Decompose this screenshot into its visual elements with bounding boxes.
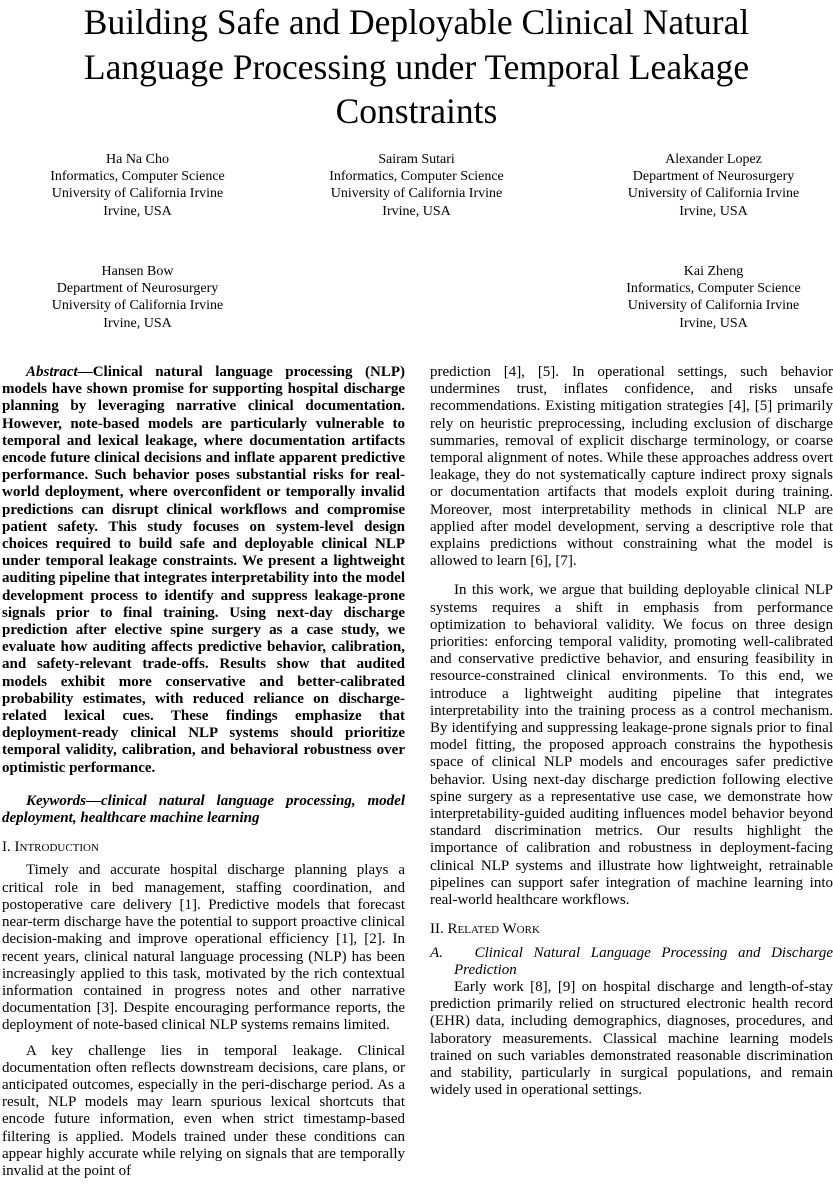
title-line: Constraints <box>335 91 498 131</box>
author-name: Hansen Bow <box>101 264 174 279</box>
author-block <box>581 263 833 332</box>
author-dept: Department of Neurosurgery <box>632 169 795 185</box>
abstract-text: Clinical natural language processing (NLP) models have shown promise for supporting hospital discharge planning by leveraging narrative clinical documentation. However, note-based models are particularly vulnerable to temporal and lexical leakage, where documentation artifacts encode future clinical decisions and inflate apparent predictive performance. Such behavior poses substantial risks for real-world deployment, where overconfident or temporally invalid predictions can disrupt clinical workflows and compromise patient safety. This study focuses on system-level design choices required to build safe and deployable clinical NLP under temporal leakage constraints. We present a lightweight auditing pipeline that integrates interpretability into the model development process to identify and suppress leakage-prone signals prior to final training. Using next-day discharge prediction after elective spine surgery as a case study, we evaluate how auditing affects predictive behavior, calibration, and safety-relevant trade-offs. Results show that audited models exhibit more conservative and better-calibrated probability estimates, with reduced reliance on discharge-related lexical cues. These findings emphasize that deployment-ready clinical NLP systems should prioritize temporal validity, calibration, and behavioral robustness over optimistic performance. <box>2 364 405 776</box>
author-name: Ha Na Cho <box>106 152 169 167</box>
related-paragraph-1: Early work [8], [9] on hospital discharge and length-of-stay prediction primarily relied on structured electronic health record (EHR) data, including demographics, diagnoses, procedures, and laboratory measurements. Classical machine learning models trained on such variables demonstrated reasonable discrimination and stability, particularly in surgical populations, and remain widely used in operational settings. <box>430 978 833 1099</box>
author-location: Irvine, USA <box>103 315 172 331</box>
author-dept: Informatics, Computer Science <box>329 169 504 185</box>
author-name: Kai Zheng <box>683 264 744 279</box>
right-column <box>430 364 833 1099</box>
intro-paragraph-1: Timely and accurate hospital discharge planning plays a critical role in bed management, staffing coordination, and postoperative care delivery [1]. Predictive models that forecast near-term discharge have the potential to support proactive clinical decision-making and improve operational efficiency [1], [2]. In recent years, clinical natural language processing (NLP) has been increasingly applied to this task, motivated by the rich contextual information contained in progress notes and other narrative documentation [3]. Despite encouraging performance reports, the deployment of note-based clinical NLP systems remains limited. <box>2 862 405 1034</box>
intro-paragraph-2-continued: prediction [4], [5]. In operational settings, such behavior undermines trust, inflates confidence, and risks unsafe recommendations. Existing mitigation strategies [4], [5] primarily rely on heuristic preprocessing, including exclusion of discharge summaries, removal of explicit discharge terminology, or coarse temporal alignment of notes. While these approaches address overt leakage, they do not systematically capture indirect proxy signals or documentation artifacts that models exploit during training. Moreover, most interpretability methods in clinical NLP are applied after model development, serving a descriptive role that explains predictions without constraining what the model is allowed to learn [6], [7]. <box>430 364 833 570</box>
intro-paragraph-3: In this work, we argue that building deployable clinical NLP systems requires a shift in emphasis from performance optimization to behavioral validity. We focus on three design priorities: enforcing temporal validity, promoting well-calibrated and conservative predictive behavior, and ensuring feasibility in resource-constrained clinical environments. To this end, we introduce a lightweight auditing pipeline that integrates interpretability into the training process as a control mechanism. By identifying and suppressing leakage-prone signals prior to final model fitting, the proposed approach constrains the hypothesis space of clinical NLP models and encourages safer predictive behavior. Using next-day discharge prediction following elective spine surgery as a representative use case, we demonstrate how interpretability-guided auditing influences model behavior beyond standard discrimination metrics. Our results highlight the importance of calibration and robustness in deployment-facing clinical NLP systems and illustrate how lightweight, retrainable pipelines can support safer integration of machine learning into real-world healthcare workflows. <box>430 582 833 909</box>
subsection-heading: A. Clinical Natural Language Processing and Discharge Prediction <box>430 944 833 978</box>
title-line: Building Safe and Deployable Clinical Natural <box>83 2 750 42</box>
author-block <box>5 263 270 332</box>
author-block <box>5 151 270 220</box>
author-univ: University of California Irvine <box>330 186 503 202</box>
author-univ: University of California Irvine <box>627 298 800 314</box>
author-name: Alexander Lopez <box>665 152 762 167</box>
author-location: Irvine, USA <box>382 203 451 219</box>
left-column <box>2 364 405 1180</box>
keywords-label: Keywords <box>26 792 86 809</box>
author-block <box>581 151 833 220</box>
abstract: Abstract—Clinical natural language processing (NLP) models have shown promise for supporting hospital discharge planning by leveraging narrative clinical documentation. However, note-based models are particularly vulnerable to temporal and lexical leakage, where documentation artifacts encode future clinical decisions and inflate apparent predictive performance. Such behavior poses substantial risks for real-world deployment, where overconfident or temporally invalid predictions can disrupt clinical workflows and compromise patient safety. This study focuses on system-level design choices required to build safe and deployable clinical NLP under temporal leakage constraints. We present a lightweight auditing pipeline that integrates interpretability into the model development process to identify and suppress leakage-prone signals prior to final training. Using next-day discharge prediction after elective spine surgery as a case study, we evaluate how auditing affects predictive behavior, calibration, and safety-relevant trade-offs. Results show that audited models exhibit more conservative and better-calibrated probability estimates, with reduced reliance on discharge-related lexical cues. These findings emphasize that deployment-ready clinical NLP systems should prioritize temporal validity, calibration, and behavioral robustness over optimistic performance. <box>2 364 405 776</box>
intro-paragraph-2: A key challenge lies in temporal leakage. Clinical documentation often reflects downstream decisions, care plans, or anticipated outcomes, especially in the peri-discharge period. As a result, NLP models may learn spurious lexical shortcuts that encode future information, even when strict timestamp-based filtering is applied. Models trained under these conditions can appear highly accurate while relying on signals that are temporally invalid at the point of <box>2 1042 405 1179</box>
author-dept: Department of Neurosurgery <box>56 281 219 297</box>
author-name: Sairam Sutari <box>378 152 455 167</box>
title-line: Language Processing under Temporal Leakage <box>83 46 750 87</box>
author-location: Irvine, USA <box>103 203 172 219</box>
author-block <box>284 151 549 220</box>
author-univ: University of California Irvine <box>627 186 800 202</box>
keywords-text: clinical natural language processing, model deployment, healthcare machine learning <box>2 792 405 827</box>
author-location: Irvine, USA <box>679 315 748 331</box>
author-dept: Informatics, Computer Science <box>626 281 801 297</box>
paper-title <box>10 0 823 134</box>
author-dept: Informatics, Computer Science <box>50 169 225 185</box>
author-location: Irvine, USA <box>679 203 748 219</box>
abstract-label: Abstract <box>26 364 78 380</box>
section-heading-introduction: I. Introduction <box>2 839 99 856</box>
author-univ: University of California Irvine <box>51 186 224 202</box>
keywords: Keywords—clinical natural language processing, model deployment, healthcare machine learning <box>2 792 405 827</box>
section-heading-related-work: II. Related Work <box>430 921 540 938</box>
author-univ: University of California Irvine <box>51 298 224 314</box>
